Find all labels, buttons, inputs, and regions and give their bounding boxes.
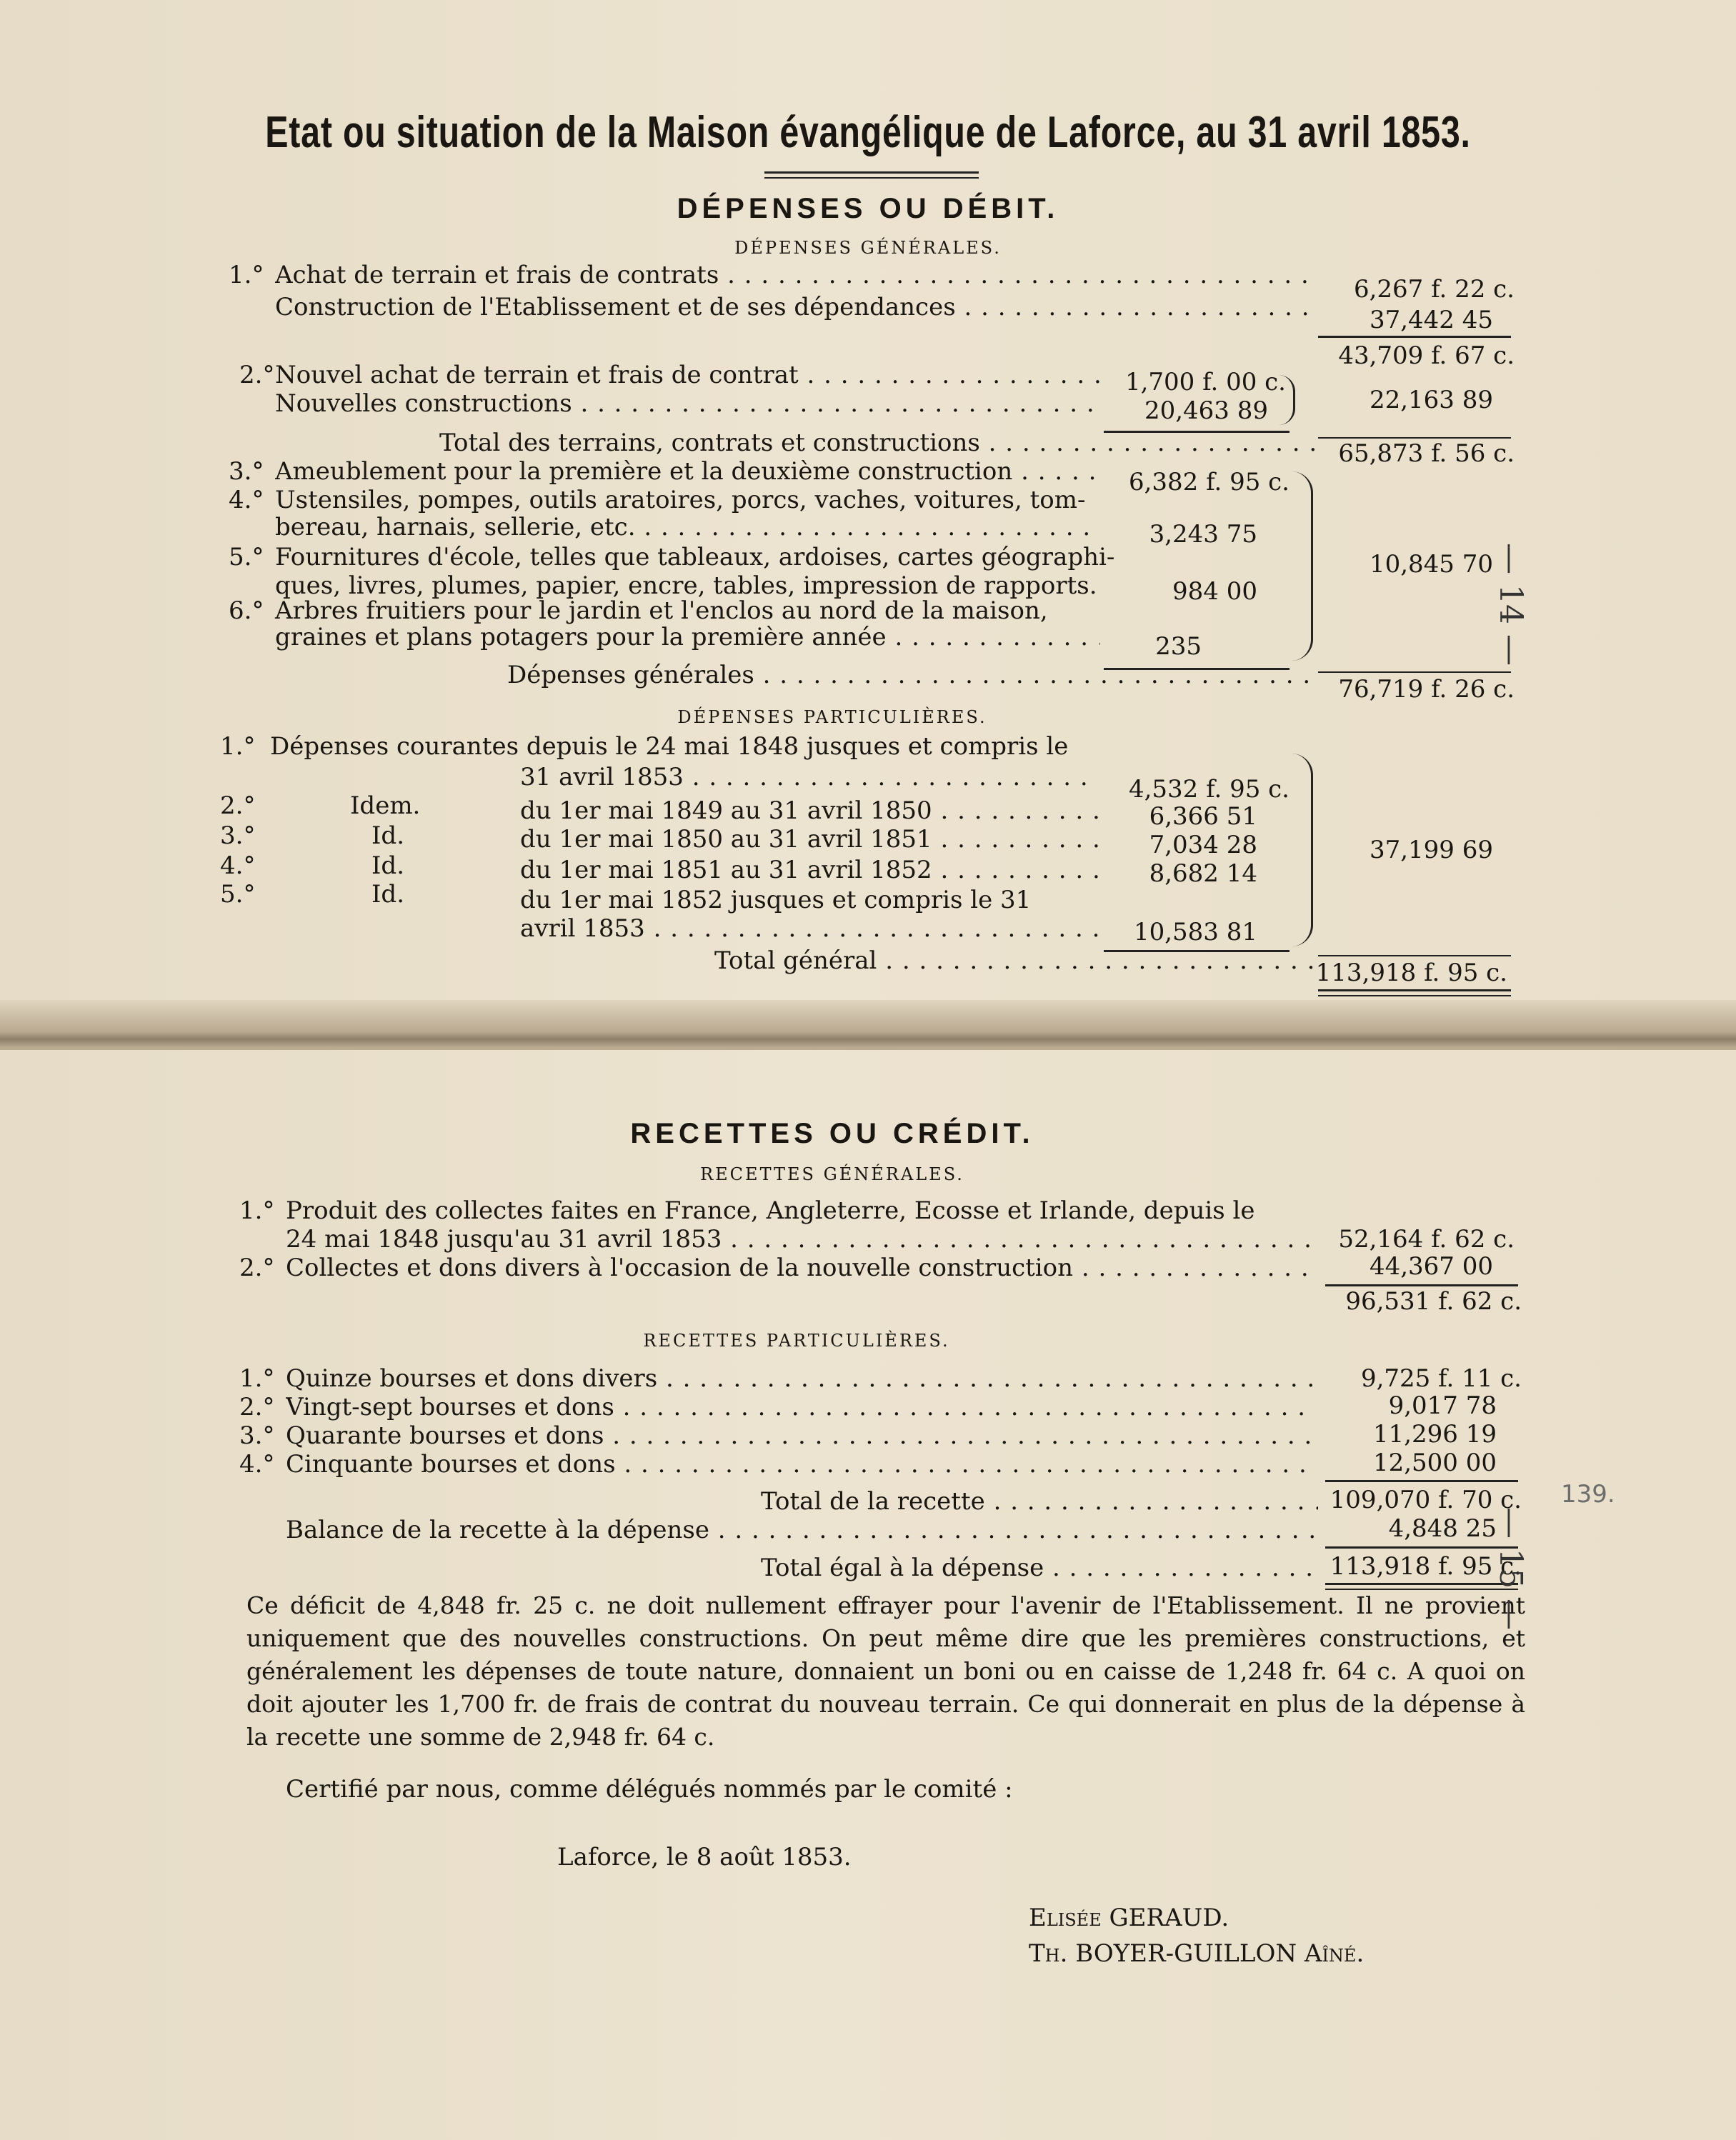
particular-receipts-heading: RECETTES PARTICULIÈRES. <box>643 1331 950 1351</box>
expense-value: 7,034 28 <box>1149 831 1257 859</box>
general-expenses-heading: DÉPENSES GÉNÉRALES. <box>734 238 1002 258</box>
expense-value: 3,243 75 <box>1149 520 1257 549</box>
receipt-value: 11,296 19 <box>1372 1420 1497 1449</box>
debit-heading: DÉPENSES OU DÉBIT. <box>677 193 1059 224</box>
total-label: Total de la recette . . . <box>761 1487 1318 1516</box>
expense-label: du 1er mai 1849 au 31 avril 1850 . . . <box>520 796 1099 825</box>
balance-value: 4,848 25 <box>1388 1514 1497 1543</box>
page-number: — 15 — <box>1492 1507 1529 1630</box>
receipt-value: 9,725 f. 11 c. <box>1360 1364 1522 1393</box>
subtotal-rule <box>1318 336 1511 338</box>
expense-value: 1,700 f. 00 c. <box>1124 368 1286 396</box>
brace <box>1279 375 1295 425</box>
general-receipts-heading: RECETTES GÉNÉRALES. <box>700 1164 964 1184</box>
certification-text: Certifié par nous, comme délégués nommés par le comité : <box>286 1775 1013 1804</box>
credit-heading: RECETTES OU CRÉDIT. <box>630 1118 1034 1149</box>
expense-label: du 1er mai 1852 jusques et compris le 31 <box>520 886 1032 914</box>
receipt-label: 24 mai 1848 jusqu'au 31 avril 1853 . . . <box>286 1225 1315 1254</box>
idem-label: Idem. <box>350 791 421 820</box>
title-double-rule <box>764 171 979 179</box>
expense-label: bereau, harnais, sellerie, etc. . . . <box>275 513 1100 541</box>
item-number: 1.° <box>229 261 264 289</box>
item-number: 1.° <box>239 1364 275 1393</box>
item-number: 2.° <box>220 791 256 820</box>
expense-label: graines et plans potagers pour la première année . . . <box>275 623 1100 651</box>
item-number: 4.° <box>220 851 256 880</box>
expense-label: 31 avril 1853 . . . <box>520 763 1099 791</box>
receipt-value: 9,017 78 <box>1388 1391 1497 1420</box>
item-number: 2.° <box>239 1393 275 1421</box>
subtotal-value: 37,199 69 <box>1369 836 1493 864</box>
signature-geraud: Elisée GERAUD. <box>1029 1904 1229 1932</box>
receipt-label: Collectes et dons divers à l'occasion de la nouvelle construction . . . <box>286 1254 1315 1282</box>
expense-label: Nouvel achat de terrain et frais de contrat . . . <box>275 361 1100 389</box>
subtotal-rule <box>1318 955 1511 956</box>
item-number: 3.° <box>220 821 256 850</box>
expense-label: Ameublement pour la première et la deuxième construction . . . <box>275 457 1100 486</box>
item-number: 5.° <box>229 543 264 571</box>
brace <box>1286 754 1313 946</box>
receipt-value: 12,500 00 <box>1372 1449 1497 1477</box>
signature-boyer-guillon: Th. BOYER-GUILLON Aîné. <box>1029 1939 1365 1968</box>
subtotal-value: 96,531 f. 62 c. <box>1345 1287 1522 1316</box>
total-label: Total général . . . <box>714 946 1315 975</box>
subtotal-rule <box>1325 1546 1518 1549</box>
subtotal-rule <box>1318 671 1511 673</box>
item-number: 4.° <box>239 1450 275 1479</box>
place-date: Laforce, le 8 août 1853. <box>557 1843 852 1871</box>
item-number: 2.° <box>239 361 275 389</box>
item-number: 1.° <box>220 732 256 761</box>
receipt-value: 44,367 00 <box>1369 1252 1493 1281</box>
subtotal-rule <box>1325 1284 1518 1286</box>
item-number: 3.° <box>229 457 264 486</box>
idem-label: Id. <box>371 880 405 909</box>
expense-label: Ustensiles, pompes, outils aratoires, porcs, vaches, voitures, tom- <box>275 486 1086 514</box>
idem-label: Id. <box>371 851 405 880</box>
grand-total-value: 113,918 f. 95 c. <box>1315 959 1507 987</box>
expense-value: 37,442 45 <box>1369 306 1493 334</box>
expense-label: Achat de terrain et frais de contrats . . . <box>275 261 1311 289</box>
receipt-label: Cinquante bourses et dons . . . <box>286 1450 1315 1479</box>
expense-value: 6,267 f. 22 c. <box>1353 275 1515 304</box>
expense-label: Nouvelles constructions . . . <box>275 389 1100 418</box>
document-title: Etat ou situation de la Maison évangélique de Laforce, au 31 avril 1853. <box>265 108 1471 157</box>
subtotal-value: 109,070 f. 70 c. <box>1330 1486 1522 1514</box>
deficit-note: Ce déficit de 4,848 fr. 25 c. ne doit nullement effrayer pour l'avenir de l'Etablissement. Il ne provient uniquement que des nouvelles constructions. On peut même dire que les premières constructions, et généralement les dépenses de toute nature, donnaient un boni ou en caisse de 1,248 fr. 64 c. A quoi on doit ajouter les 1,700 fr. de frais de contrat du nouveau terrain. Ce qui donnerait en plus de la dépense à la recette une somme de 2,948 fr. 64 c. <box>246 1591 1525 1751</box>
subtotal-value: 10,845 70 <box>1369 550 1493 579</box>
total-label: Total égal à la dépense . . . <box>761 1554 1318 1582</box>
page-bottom <box>0 1050 1736 2140</box>
expense-label: Dépenses courantes depuis le 24 mai 1848 jusques et compris le <box>270 732 1069 761</box>
item-number: 3.° <box>239 1421 275 1450</box>
expense-label: du 1er mai 1850 au 31 avril 1851 . . . <box>520 825 1099 854</box>
subtotal-value: 65,873 f. 56 c. <box>1338 439 1515 468</box>
idem-label: Id. <box>371 821 405 850</box>
expense-value: 8,682 14 <box>1149 859 1257 888</box>
subtotal-value: 76,719 f. 26 c. <box>1338 675 1515 704</box>
subtotal-rule <box>1318 437 1511 439</box>
item-number: 6.° <box>229 596 264 625</box>
page-number: — 14 — <box>1492 543 1529 666</box>
total-label: Total des terrains, contrats et constructions . . . <box>439 429 1315 457</box>
receipt-label: Produit des collectes faites en France, Angleterre, Ecosse et Irlande, depuis le <box>286 1196 1255 1225</box>
total-equal-value: 113,918 f. 95 c. <box>1330 1552 1522 1581</box>
total-label: Dépenses générales . . . <box>507 661 1315 689</box>
receipt-value: 52,164 f. 62 c. <box>1338 1225 1515 1254</box>
expense-value: 6,382 f. 95 c. <box>1128 468 1289 496</box>
expense-value: 20,463 89 <box>1144 396 1268 425</box>
receipt-label: Quarante bourses et dons . . . <box>286 1421 1315 1450</box>
item-number: 2.° <box>239 1254 275 1282</box>
expense-label: ques, livres, plumes, papier, encre, tables, impression de rapports. <box>275 571 1097 600</box>
expense-label: avril 1853 . . . <box>520 914 1099 943</box>
expense-value: 6,366 51 <box>1149 802 1257 831</box>
subtotal-value: 43,709 f. 67 c. <box>1338 341 1515 370</box>
balance-label: Balance de la recette à la dépense . . . <box>286 1516 1315 1544</box>
expense-label: Fournitures d'école, telles que tableaux, ardoises, cartes géographi- <box>275 543 1115 571</box>
particular-expenses-heading: DÉPENSES PARTICULIÈRES. <box>677 707 987 727</box>
item-number: 1.° <box>239 1196 275 1225</box>
expense-value: 984 00 <box>1172 577 1257 606</box>
item-number: 5.° <box>220 880 256 909</box>
expense-label: Construction de l'Etablissement et de ses dépendances . . . <box>275 293 1311 321</box>
receipt-label: Quinze bourses et dons divers . . . <box>286 1364 1315 1393</box>
page-top <box>0 0 1736 1025</box>
expense-value: 235 <box>1155 632 1202 661</box>
expense-value: 10,583 81 <box>1133 918 1257 946</box>
subtotal-rule <box>1325 1480 1518 1482</box>
receipt-label: Vingt-sept bourses et dons . . . <box>286 1393 1315 1421</box>
expense-label: Arbres fruitiers pour le jardin et l'enclos au nord de la maison, <box>275 596 1048 625</box>
expense-value: 4,532 f. 95 c. <box>1128 775 1289 804</box>
subtotal-value: 22,163 89 <box>1369 386 1493 414</box>
brace <box>1286 471 1313 661</box>
expense-label: du 1er mai 1851 au 31 avril 1852 . . . <box>520 856 1099 884</box>
pencil-annotation: 139. <box>1561 1480 1615 1509</box>
item-number: 4.° <box>229 486 264 514</box>
grand-total-double-rule <box>1318 989 1511 996</box>
